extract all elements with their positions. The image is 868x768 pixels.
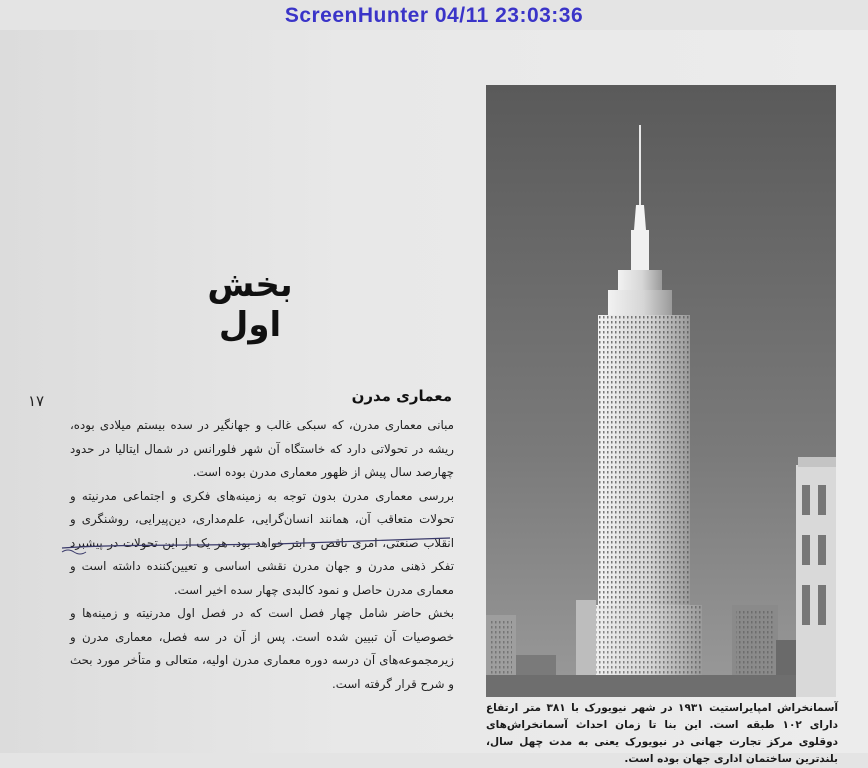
- page-number: ۱۷: [28, 392, 45, 410]
- paragraph: بررسی معماری مدرن بدون توجه به زمینه‌های فکری و اجتماعی مدرنیته و تحولات متعاقب آن، همانند انسان‌گرایی، علم‌مداری، دین‌پیرایی، روشنگری و انقلاب صنعتی، امری ناقص و ابتر خواهد بود. هر یک از این تحولات در پیشبرد تفکر ذهنی مدرن و جهان مدرن نقشی اساسی و تعیین‌کننده داشته است و معماری مدرن حاصل و نمود کالبدی چهار سده اخیر است.: [70, 488, 454, 597]
- paragraph: مبانی معماری مدرن، که سبکی غالب و جهانگیر در سده بیستم میلادی بوده، ریشه در تحولاتی دارد که خاستگاه آن شهر فلورانس در شمال ایتالیا در حدود چهارصد سال پیش از ظهور معماری مدرن بوده است.: [70, 418, 454, 479]
- pen-annotations: [60, 500, 460, 560]
- section-heading: معماری مدرن: [351, 387, 452, 405]
- photo-caption: آسمانخراش امپایراستیت ۱۹۳۱ در شهر نیویورک با ۳۸۱ متر ارتفاع دارای ۱۰۲ طبقه است. این بنا تا زمان احداث آسمانخراش‌های دوقلوی مرکز تجارت جهانی در نیویورک یعنی به مدت چهل سال، بلندترین ساختمان اداری جهان بوده است.: [486, 702, 838, 765]
- empire-state-building-photo: [486, 85, 836, 697]
- photo-illustration: [486, 85, 836, 697]
- chapter-title: بخش اول: [207, 265, 293, 345]
- screenhunter-title: ScreenHunter 04/11 23:03:36: [284, 4, 584, 27]
- paragraph: بخش حاضر شامل چهار فصل است که در فصل اول مدرنیته و زمینه‌ها و خصوصیات آن تبیین شده است. پس از آن در سه فصل، معماری مدرن و زیرمجموعه‌های آن درسه دوره معماری مدرن اولیه، متعالی و متأخر مورد بحث و شرح قرار گرفته است.: [70, 606, 454, 691]
- book-page: [0, 30, 868, 765]
